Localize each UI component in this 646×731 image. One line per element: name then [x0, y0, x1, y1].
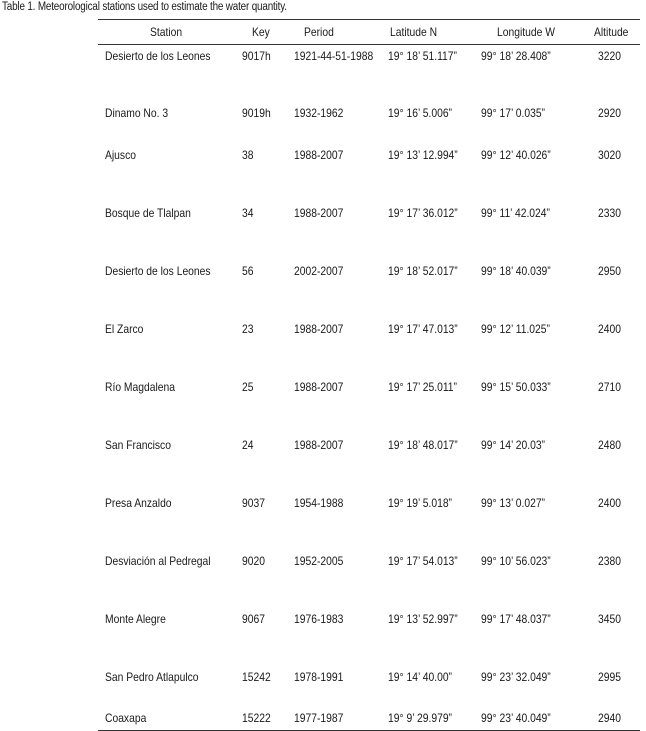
cell-key: 38 [242, 148, 254, 162]
stations-table [98, 19, 640, 731]
cell-station: Desierto de los Leones [105, 264, 211, 278]
cell-key: 15242 [242, 670, 271, 684]
cell-station: Monte Alegre [105, 612, 166, 626]
cell-longitude: 99° 23’ 40.049” [481, 711, 551, 725]
cell-latitude: 19° 17’ 47.013” [388, 322, 458, 336]
cell-period: 1988-2007 [294, 438, 344, 452]
col-header-key: Key [252, 25, 270, 39]
table-body [98, 45, 640, 730]
cell-key: 24 [242, 438, 254, 452]
col-header-altitude: Altitude [594, 25, 629, 39]
cell-key: 23 [242, 322, 254, 336]
cell-key: 9020 [242, 554, 265, 568]
table-row [98, 206, 640, 222]
table-row [98, 148, 640, 164]
cell-period: 1952-2005 [294, 554, 344, 568]
cell-station: Coaxapa [105, 711, 147, 725]
cell-longitude: 99° 12’ 11.025” [481, 322, 550, 336]
cell-latitude: 19° 18’ 52.017” [388, 264, 458, 278]
cell-station: El Zarco [105, 322, 144, 336]
cell-period: 1932-1962 [294, 106, 344, 120]
cell-station: Ajusco [105, 148, 136, 162]
table-row [98, 49, 640, 65]
cell-longitude: 99° 12’ 40.026” [481, 148, 551, 162]
col-header-period: Period [304, 25, 334, 39]
cell-key: 9019h [242, 106, 271, 120]
table-row [98, 612, 640, 628]
cell-period: 1921-44-51-1988 [294, 49, 374, 63]
cell-latitude: 19° 13’ 52.997” [388, 612, 458, 626]
cell-altitude: 3220 [598, 49, 621, 63]
cell-longitude: 99° 17’ 48.037” [481, 612, 551, 626]
cell-key: 56 [242, 264, 254, 278]
cell-altitude: 3450 [598, 612, 621, 626]
cell-period: 1978-1991 [294, 670, 344, 684]
cell-longitude: 99° 10’ 56.023” [481, 554, 551, 568]
cell-period: 2002-2007 [294, 264, 344, 278]
cell-longitude: 99° 18’ 40.039” [481, 264, 551, 278]
cell-latitude: 19° 16’ 5.006” [388, 106, 453, 120]
cell-longitude: 99° 15’ 50.033” [481, 380, 551, 394]
cell-longitude: 99° 17’ 0.035” [481, 106, 546, 120]
cell-altitude: 2950 [598, 264, 621, 278]
cell-altitude: 2710 [598, 380, 621, 394]
table-header [98, 20, 640, 44]
cell-station: Río Magdalena [105, 380, 175, 394]
cell-altitude: 2480 [598, 438, 621, 452]
table-row [98, 554, 640, 570]
table-row [98, 496, 640, 512]
cell-station: San Pedro Atlapulco [105, 670, 199, 684]
cell-key: 15222 [242, 711, 271, 725]
table-row [98, 711, 640, 727]
col-header-latitude: Latitude N [390, 25, 438, 39]
cell-latitude: 19° 14’ 40.00” [388, 670, 453, 684]
cell-period: 1977-1987 [294, 711, 344, 725]
cell-longitude: 99° 23’ 32.049” [481, 670, 551, 684]
cell-latitude: 19° 17’ 36.012” [388, 206, 458, 220]
table-row [98, 670, 640, 686]
col-header-station: Station [150, 25, 183, 39]
cell-period: 1988-2007 [294, 148, 344, 162]
cell-latitude: 19° 19’ 5.018” [388, 496, 453, 510]
cell-key: 34 [242, 206, 254, 220]
cell-altitude: 2940 [598, 711, 621, 725]
table-row [98, 106, 640, 122]
cell-period: 1988-2007 [294, 322, 344, 336]
cell-station: Dinamo No. 3 [105, 106, 169, 120]
cell-altitude: 2920 [598, 106, 621, 120]
cell-altitude: 2400 [598, 496, 621, 510]
cell-longitude: 99° 14’ 20.03” [481, 438, 546, 452]
cell-period: 1954-1988 [294, 496, 344, 510]
table-caption: Table 1. Meteorological stations used to estimate the water quantity. [2, 1, 287, 13]
cell-key: 9017h [242, 49, 271, 63]
cell-altitude: 2380 [598, 554, 621, 568]
col-header-longitude: Longitude W [497, 25, 555, 39]
cell-altitude: 2400 [598, 322, 621, 336]
cell-key: 9067 [242, 612, 265, 626]
table-row [98, 322, 640, 338]
cell-altitude: 3020 [598, 148, 621, 162]
cell-period: 1988-2007 [294, 206, 344, 220]
cell-station: Bosque de Tlalpan [105, 206, 191, 220]
cell-latitude: 19° 9’ 29.979” [388, 711, 453, 725]
cell-altitude: 2995 [598, 670, 621, 684]
cell-station: Presa Anzaldo [105, 496, 172, 510]
cell-latitude: 19° 18’ 48.017” [388, 438, 458, 452]
cell-longitude: 99° 18’ 28.408” [481, 49, 551, 63]
cell-longitude: 99° 13’ 0.027” [481, 496, 546, 510]
cell-latitude: 19° 17’ 54.013” [388, 554, 458, 568]
table-row [98, 264, 640, 280]
cell-latitude: 19° 13’ 12.994” [388, 148, 458, 162]
cell-period: 1988-2007 [294, 380, 344, 394]
table-row [98, 380, 640, 396]
cell-latitude: 19° 18’ 51.117” [388, 49, 457, 63]
cell-key: 25 [242, 380, 254, 394]
cell-station: Desierto de los Leones [105, 49, 211, 63]
cell-key: 9037 [242, 496, 265, 510]
cell-station: San Francisco [105, 438, 171, 452]
cell-longitude: 99° 11’ 42.024” [481, 206, 550, 220]
cell-period: 1976-1983 [294, 612, 344, 626]
cell-altitude: 2330 [598, 206, 621, 220]
table-row [98, 438, 640, 454]
cell-station: Desviación al Pedregal [105, 554, 211, 568]
cell-latitude: 19° 17’ 25.011” [388, 380, 457, 394]
